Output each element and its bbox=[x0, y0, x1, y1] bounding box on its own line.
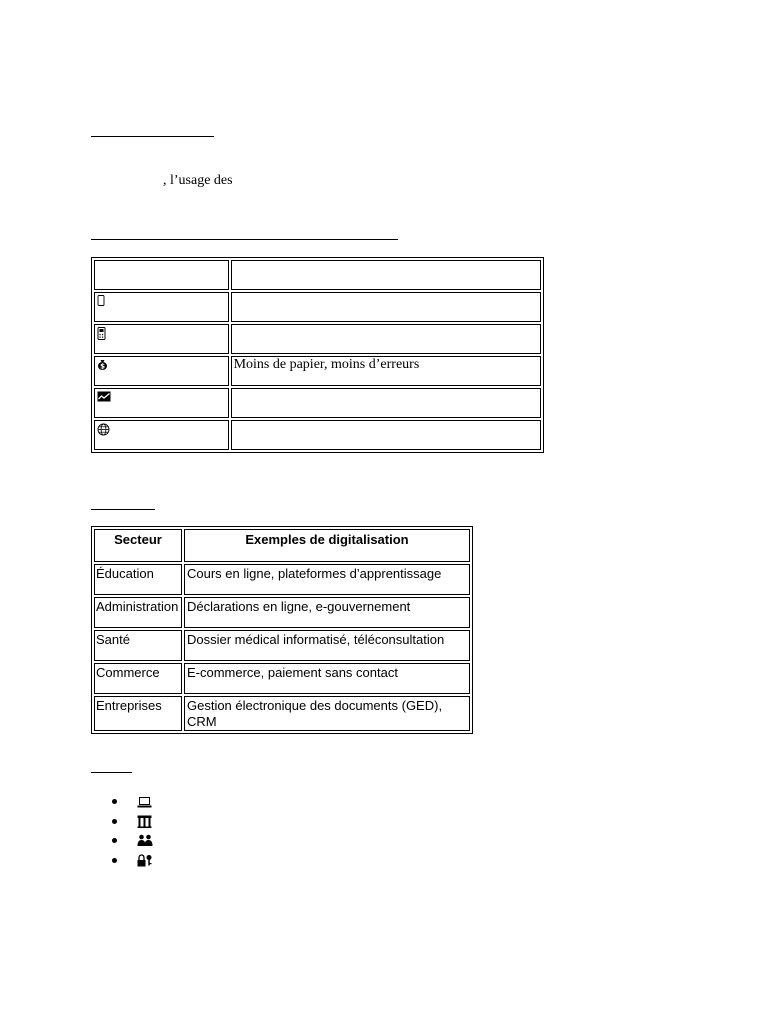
bullet-dot bbox=[112, 838, 117, 843]
sectors-table bbox=[91, 526, 473, 734]
intro-text-fragment: , l’usage des bbox=[163, 173, 233, 188]
example-cell: E-commerce, paiement sans contact bbox=[184, 663, 470, 694]
sector-cell: Commerce bbox=[94, 663, 182, 694]
table-row bbox=[94, 420, 541, 450]
advantage-icon-cell bbox=[94, 420, 229, 450]
advantage-icon-cell bbox=[94, 292, 229, 322]
heading-underline-3 bbox=[91, 509, 155, 510]
table-row bbox=[94, 388, 541, 418]
table-row bbox=[94, 292, 541, 322]
column-header-sector: Secteur bbox=[94, 529, 182, 562]
advantage-icon-cell bbox=[94, 260, 229, 290]
advantage-icon-cell bbox=[94, 356, 229, 386]
mobile-phone-icon bbox=[97, 295, 105, 311]
sector-cell: Santé bbox=[94, 630, 182, 661]
chart-icon bbox=[97, 391, 111, 407]
advantages-table bbox=[91, 257, 544, 453]
heading-underline-2 bbox=[91, 239, 398, 240]
sector-cell: Éducation bbox=[94, 564, 182, 595]
advantage-text-cell bbox=[231, 260, 541, 290]
heading-underline-4 bbox=[91, 772, 132, 773]
table-row bbox=[94, 630, 470, 661]
example-cell: Cours en ligne, plateformes d’apprentissage bbox=[184, 564, 470, 595]
heading-underline-1 bbox=[91, 136, 214, 137]
bank-icon bbox=[137, 815, 152, 833]
advantage-text-cell bbox=[231, 388, 541, 418]
advantage-text-cell: Moins de papier, moins d’erreurs bbox=[231, 356, 541, 386]
money-bag-icon bbox=[97, 359, 108, 375]
advantage-icon-cell bbox=[94, 388, 229, 418]
table-row bbox=[94, 597, 470, 628]
lock-key-icon bbox=[137, 854, 153, 872]
column-header-examples: Exemples de digitalisation bbox=[184, 529, 470, 562]
laptop-icon bbox=[137, 795, 152, 813]
sector-cell: Entreprises bbox=[94, 696, 182, 731]
table-row bbox=[94, 696, 470, 731]
bullet-dot bbox=[112, 799, 117, 804]
bullet-dot bbox=[112, 858, 117, 863]
bullet-dot bbox=[112, 819, 117, 824]
table-row bbox=[94, 324, 541, 354]
table-header-row bbox=[94, 529, 470, 562]
table-row bbox=[94, 663, 470, 694]
advantage-text-cell bbox=[231, 292, 541, 322]
table-row bbox=[94, 356, 541, 386]
pager-icon bbox=[97, 327, 106, 345]
example-cell: Dossier médical informatisé, téléconsultation bbox=[184, 630, 470, 661]
people-icon bbox=[137, 834, 153, 852]
example-cell: Gestion électronique des documents (GED), CRM bbox=[184, 696, 470, 731]
advantage-text-cell bbox=[231, 324, 541, 354]
table-row bbox=[94, 564, 470, 595]
sector-cell: Administration bbox=[94, 597, 182, 628]
example-cell: Déclarations en ligne, e-gouvernement bbox=[184, 597, 470, 628]
svg-text:$: $ bbox=[100, 362, 105, 370]
globe-icon bbox=[97, 423, 110, 441]
table-row bbox=[94, 260, 541, 290]
advantage-icon-cell bbox=[94, 324, 229, 354]
advantage-text-cell bbox=[231, 420, 541, 450]
